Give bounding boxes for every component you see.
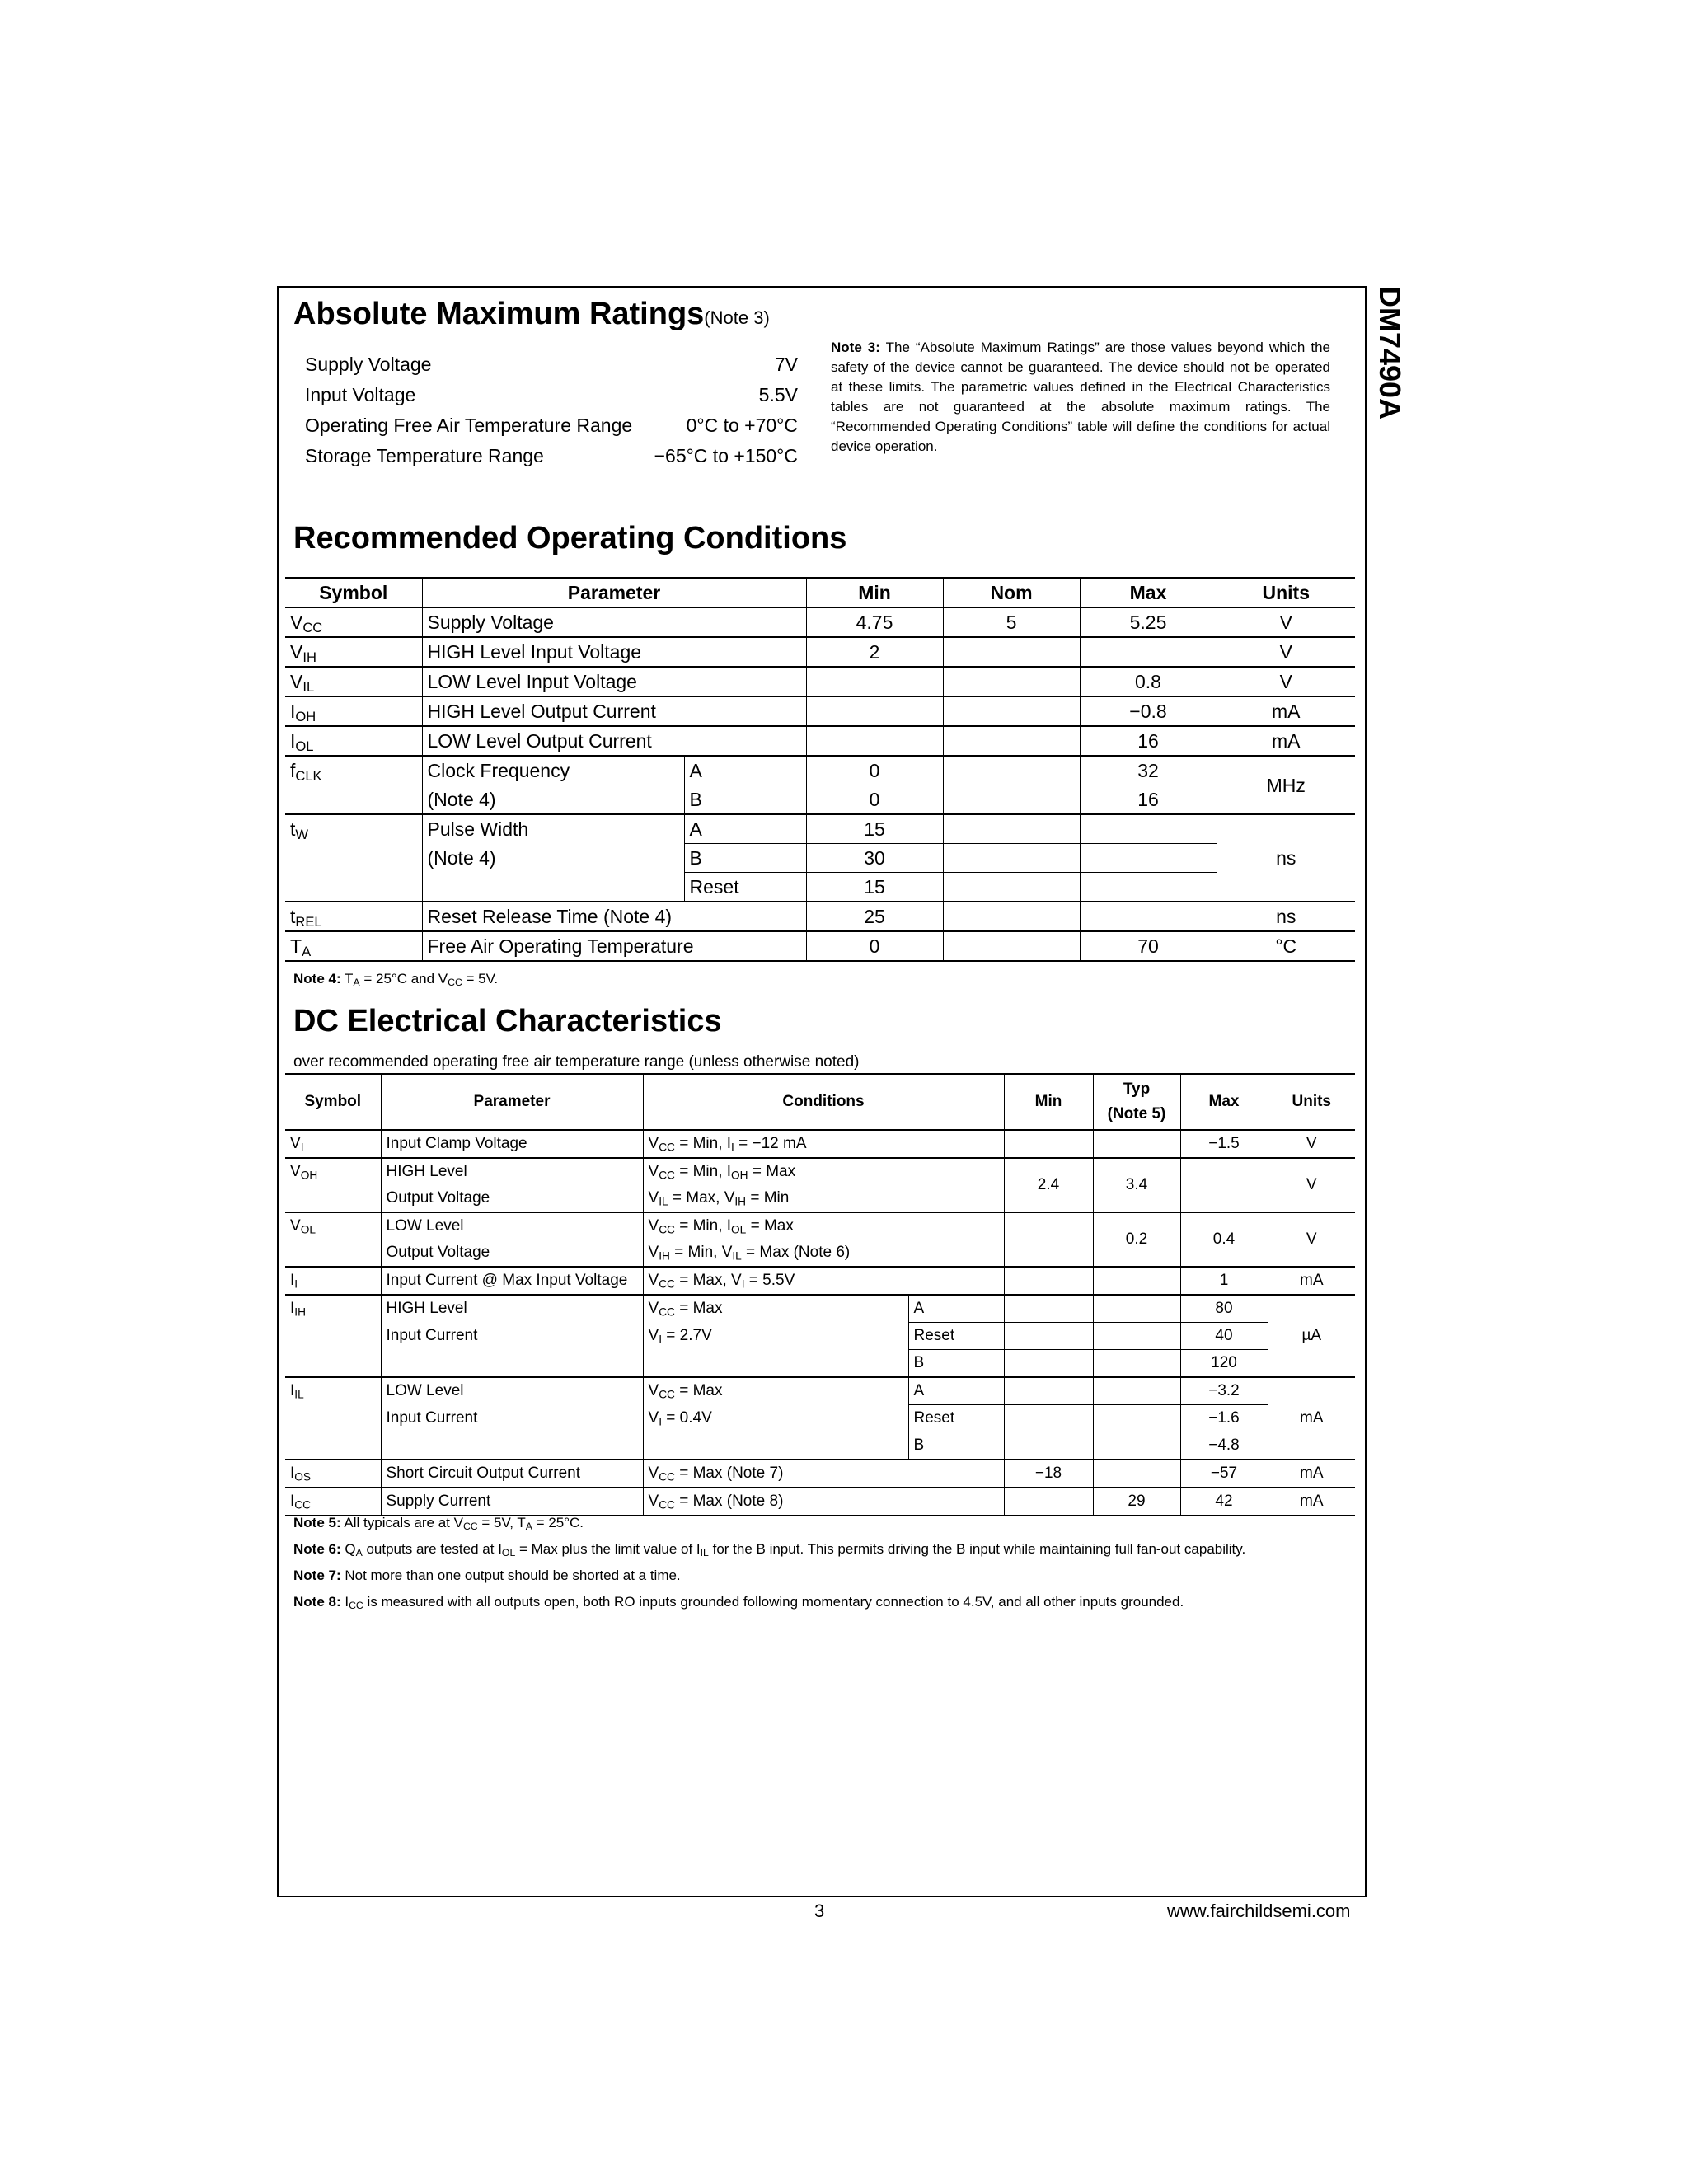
dc-subtitle: over recommended operating free air temperature range (unless otherwise noted) (293, 1053, 860, 1071)
table-row: $I_{OL}$ LOW Level Output Current 16 mA (285, 726, 1355, 756)
amr-list (305, 349, 798, 471)
table-row: $I_I$ Input Current @ Max Input Voltage $V_{CC}$ = Max, $V_I = 5.5V$ 1 mA (285, 1267, 1355, 1295)
dc-notes (293, 1510, 1245, 1615)
page-number: 3 (814, 1900, 825, 1921)
dc-title: DC Electrical Characteristics (293, 1004, 722, 1038)
table-row: B −4.8 (285, 1432, 1355, 1460)
table-row: Input Current $V_I = 2.7V$ Reset 40 (285, 1323, 1355, 1350)
table-row: $V_{OH}$ HIGH Level $V_{CC}$ = Min, $I_{OH}$ = Max 2.4 3.4 V (285, 1158, 1355, 1185)
amr-row: Storage Temperature Range −65°C to +150°C (305, 445, 798, 466)
amr-row: Operating Free Air Temperature Range 0°C to +70°C (305, 415, 798, 436)
dc-table: Symbol Parameter Conditions Min Typ (Note 5) Max Units $V_I$ Input Clamp Voltage $V_{CC}$ = Min, $I_I = -12$ mA −1.5 V $V_{OH}$ HIGH Level $V_{CC}$ = Min, $I_{OH}$ = Max 2.4 3.4 V Output Voltage $V_{IL}$ = Max, $V_{IH}$ = Min $V_{OL}$ LOW Level $V_{CC}$ = Min, $I_{OL}$ = Max 0.2 0.4 V Output Voltage $V_{IH}$ = Min, $V_{IL}$ = Max (Note 6) $I_I$ Input Current @ Max Input Voltage $V_{CC}$ = Max, $V_I = 5.5V$ 1 mA $I_{IH}$ HIGH Level $V_{CC}$ = Max A 80 µA Input Current $V_I = 2.7V$ Reset 40 B 120 $I_{IL}$ LOW Level $V_{CC}$ = Max A −3.2 mA Input Current $V_I = 0.4V$ Reset −1.6 B −4.8 $I_{OS}$ Short Circuit Output Current $V_{CC}$ = Max (Note 7) −18 −57 mA $I_{CC}$ Supply Current $V_{CC}$ = Max (Note 8) 29 42 mA (285, 1073, 1355, 1516)
table-row: $T_A$ Free Air Operating Temperature 0 70 °C (285, 931, 1355, 961)
table-row: $I_{OH}$ HIGH Level Output Current −0.8 mA (285, 696, 1355, 726)
table-row: (Note 4) B 30 (285, 844, 1355, 873)
table-row: Output Voltage $V_{IH}$ = Min, $V_{IL}$ = Max (Note 6) (285, 1240, 1355, 1267)
footer-url[interactable]: www.fairchildsemi.com (1167, 1900, 1351, 1921)
note-3: Note 3: The “Absolute Maximum Ratings” are those values beyond which the safety of the device cannot be guaranteed. The device should not be operated at these limits. The parametric values defined in the Electrical Characteristics tables are not guaranteed at the absolute maximum ratings. The “Recommended Operating Conditions” table will define the conditions for actual device operation. (831, 340, 1330, 454)
amr-row: Input Voltage 5.5V (305, 384, 798, 405)
amr-row: Supply Voltage 7V (305, 354, 798, 375)
side-title: DM7490A (1373, 286, 1407, 420)
table-row: $V_{IL}$ LOW Level Input Voltage 0.8 V (285, 667, 1355, 696)
table-row: $I_{CC}$ Supply Current $V_{CC}$ = Max (Note 8) 29 42 mA (285, 1488, 1355, 1516)
table-row: $I_{IL}$ LOW Level $V_{CC}$ = Max A −3.2 mA (285, 1377, 1355, 1405)
note-5: Note 5: All typicals are at $V_{CC} = 5V$, $T_A = 25^\circ C$. (293, 1515, 584, 1533)
table-row: Reset 15 (285, 873, 1355, 902)
table-row: (Note 4) B 0 16 (285, 785, 1355, 815)
note-8: Note 8: $I_{CC}$ is measured with all outputs open, both RO inputs grounded following momentary connection to 4.5V, and all other inputs grounded. (293, 1594, 1184, 1612)
roc-table: Symbol Parameter Min Nom Max Units $V_{CC}$ Supply Voltage 4.75 5 5.25 V $V_{IH}$ HIGH Level Input Voltage 2 V $V_{IL}$ LOW Level Input Voltage 0.8 V $I_{OH}$ HIGH Level Output Current −0.8 mA $I_{OL}$ LOW Level Output Current 16 mA $f_{CLK}$ Clock Frequency A 0 32 MHz (Note 4) B 0 16 $t_W$ Pulse Width A 15 ns (Note 4) B 30 Reset 15 $t_{REL}$ Reset Release Time (Note 4) 25 ns $T_A$ Free Air Operating Temperature 0 70 °C (285, 577, 1355, 962)
roc-title: Recommended Operating Conditions (293, 521, 847, 555)
table-row: Output Voltage $V_{IL}$ = Max, $V_{IH}$ = Min (285, 1185, 1355, 1212)
amr-title: Absolute Maximum Ratings(Note 3) (293, 297, 770, 331)
note-4: Note 4: $T_A = 25^\circ C$ and $V_{CC} = 5V$. (293, 971, 499, 989)
table-row: $t_W$ Pulse Width A 15 ns (285, 814, 1355, 844)
table-row: $V_{CC}$ Supply Voltage 4.75 5 5.25 V (285, 607, 1355, 637)
note-6: Note 6: $Q_A$ outputs are tested at $I_{OL}$ = Max plus the limit value of $I_{IL}$ for the B input. This permits driving the B input while maintaining full fan-out capability. (293, 1541, 1246, 1559)
table-row: $I_{IH}$ HIGH Level $V_{CC}$ = Max A 80 µA (285, 1295, 1355, 1323)
table-row: B 120 (285, 1350, 1355, 1378)
table-row: $t_{REL}$ Reset Release Time (Note 4) 25 ns (285, 902, 1355, 931)
table-row: Input Current $V_I = 0.4V$ Reset −1.6 (285, 1405, 1355, 1432)
table-row: $I_{OS}$ Short Circuit Output Current $V_{CC}$ = Max (Note 7) −18 −57 mA (285, 1460, 1355, 1488)
note-7: Note 7: Not more than one output should be shorted at a time. (293, 1568, 681, 1583)
table-row: $V_I$ Input Clamp Voltage $V_{CC}$ = Min, $I_I = -12$ mA −1.5 V (285, 1130, 1355, 1158)
table-row: $V_{IH}$ HIGH Level Input Voltage 2 V (285, 637, 1355, 667)
table-row: $f_{CLK}$ Clock Frequency A 0 32 MHz (285, 756, 1355, 785)
table-row: $V_{OL}$ LOW Level $V_{CC}$ = Min, $I_{OL}$ = Max 0.2 0.4 V (285, 1212, 1355, 1240)
